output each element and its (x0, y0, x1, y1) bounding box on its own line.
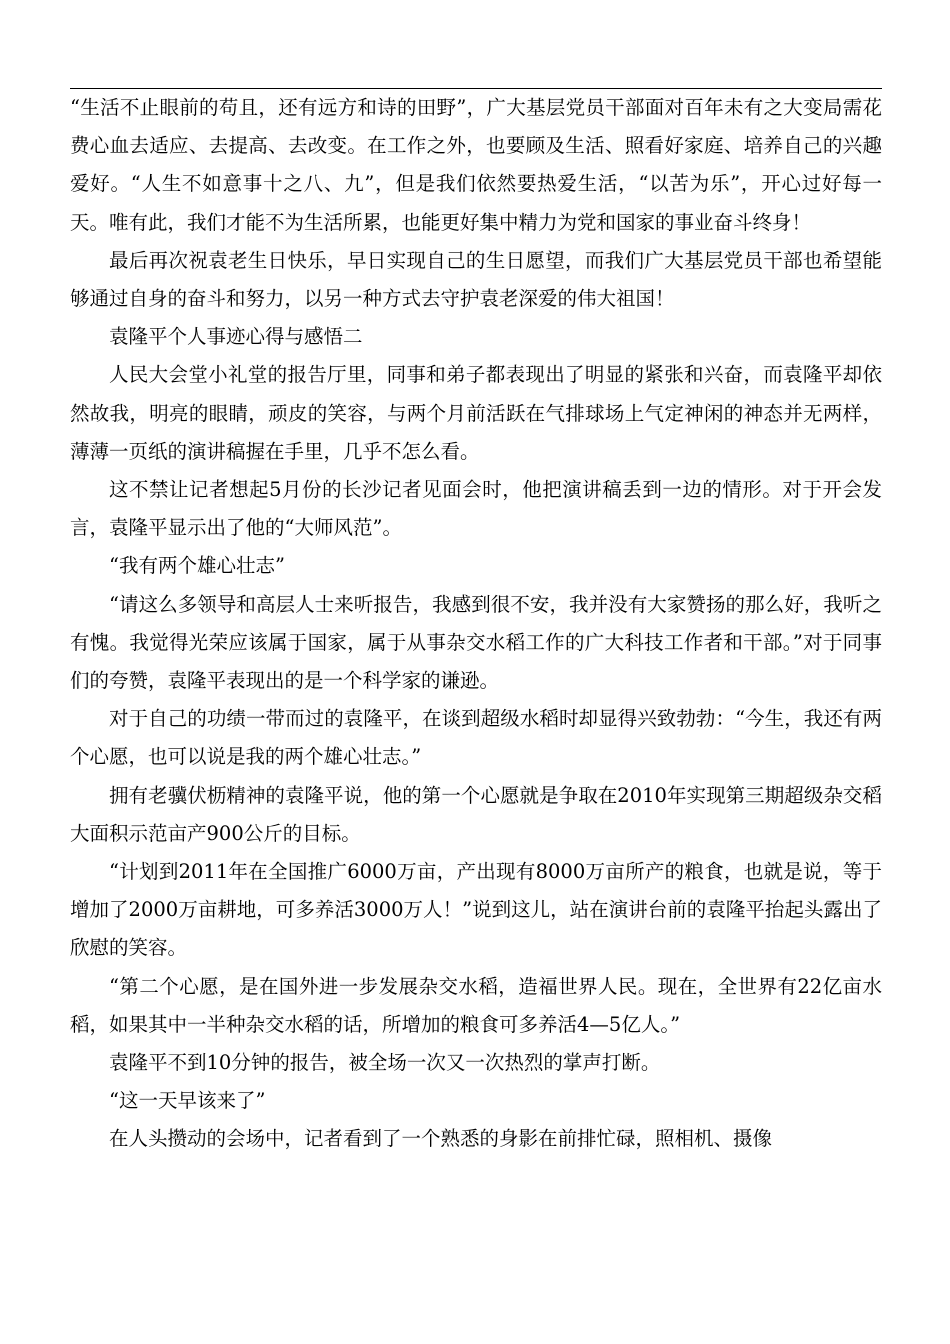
paragraph-2: 最后再次祝袁老生日快乐，早日实现自己的生日愿望，而我们广大基层党员干部也希望能够通过自身的奋斗和努力，以另一种方式去守护袁老深爱的伟大祖国！ (70, 248, 882, 311)
paragraph-4: 这不禁让记者想起5月份的长沙记者见面会时，他把演讲稿丢到一边的情形。对于开会发言，袁隆平显示出了他的“大师风范”。 (70, 478, 882, 540)
section-title: 袁隆平个人事迹心得与感悟二 (109, 325, 363, 349)
paragraph-8: “计划到2011年在全国推广6000万亩，产出现有8000万亩所产的粮食，也就是说，等于增加了2000万亩耕地，可多养活3000万人！”说到这儿，站在演讲台前的袁隆平抬起头露出了欣慰的笑容。 (70, 860, 882, 960)
paragraph-3: 人民大会堂小礼堂的报告厅里，同事和弟子都表现出了明显的紧张和兴奋，而袁隆平却依然故我，明亮的眼睛，顽皮的笑容，与两个月前活跃在气排球场上气定神闲的神态并无两样，薄薄一页纸的演讲稿握在手里，几乎不怎么看。 (70, 363, 882, 463)
paragraph-11: 在人头攒动的会场中，记者看到了一个熟悉的身影在前排忙碌，照相机、摄像 (109, 1127, 773, 1151)
document-body (70, 89, 882, 1159)
paragraph-5: “请这么多领导和高层人士来听报告，我感到很不安，我并没有大家赞扬的那么好，我听之有愧。我觉得光荣应该属于国家，属于从事杂交水稻工作的广大科技工作者和干部。”对于同事们的夸赞，袁隆平表现出的是一个科学家的谦逊。 (70, 592, 882, 693)
subheading-ambitions: “我有两个雄心壮志” (109, 554, 285, 578)
paragraph-6: 对于自己的功绩一带而过的袁隆平，在谈到超级水稻时却显得兴致勃勃：“今生，我还有两个心愿，也可以说是我的两个雄心壮志。” (70, 707, 882, 769)
paragraph-7: 拥有老骥伏枥精神的袁隆平说，他的第一个心愿就是争取在2010年实现第三期超级杂交稻大面积示范亩产900公斤的目标。 (70, 783, 882, 845)
subheading-day: “这一天早该来了” (109, 1089, 266, 1113)
paragraph-10: 袁隆平不到10分钟的报告，被全场一次又一次热烈的掌声打断。 (109, 1051, 661, 1075)
paragraph-1: “生活不止眼前的苟且，还有远方和诗的田野”，广大基层党员干部面对百年未有之大变局需花费心血去适应、去提高、去改变。在工作之外，也要顾及生活、照看好家庭、培养自己的兴趣爱好。“人生不如意事十之八、九”，但是我们依然要热爱生活，“以苦为乐”，开心过好每一天。唯有此，我们才能不为生活所累，也能更好集中精力为党和国家的事业奋斗终身！ (70, 96, 882, 234)
paragraph-9: “第二个心愿，是在国外进一步发展杂交水稻，造福世界人民。现在，全世界有22亿亩水稻，如果其中一半种杂交水稻的话，所增加的粮食可多养活4—5亿人。” (70, 974, 882, 1036)
